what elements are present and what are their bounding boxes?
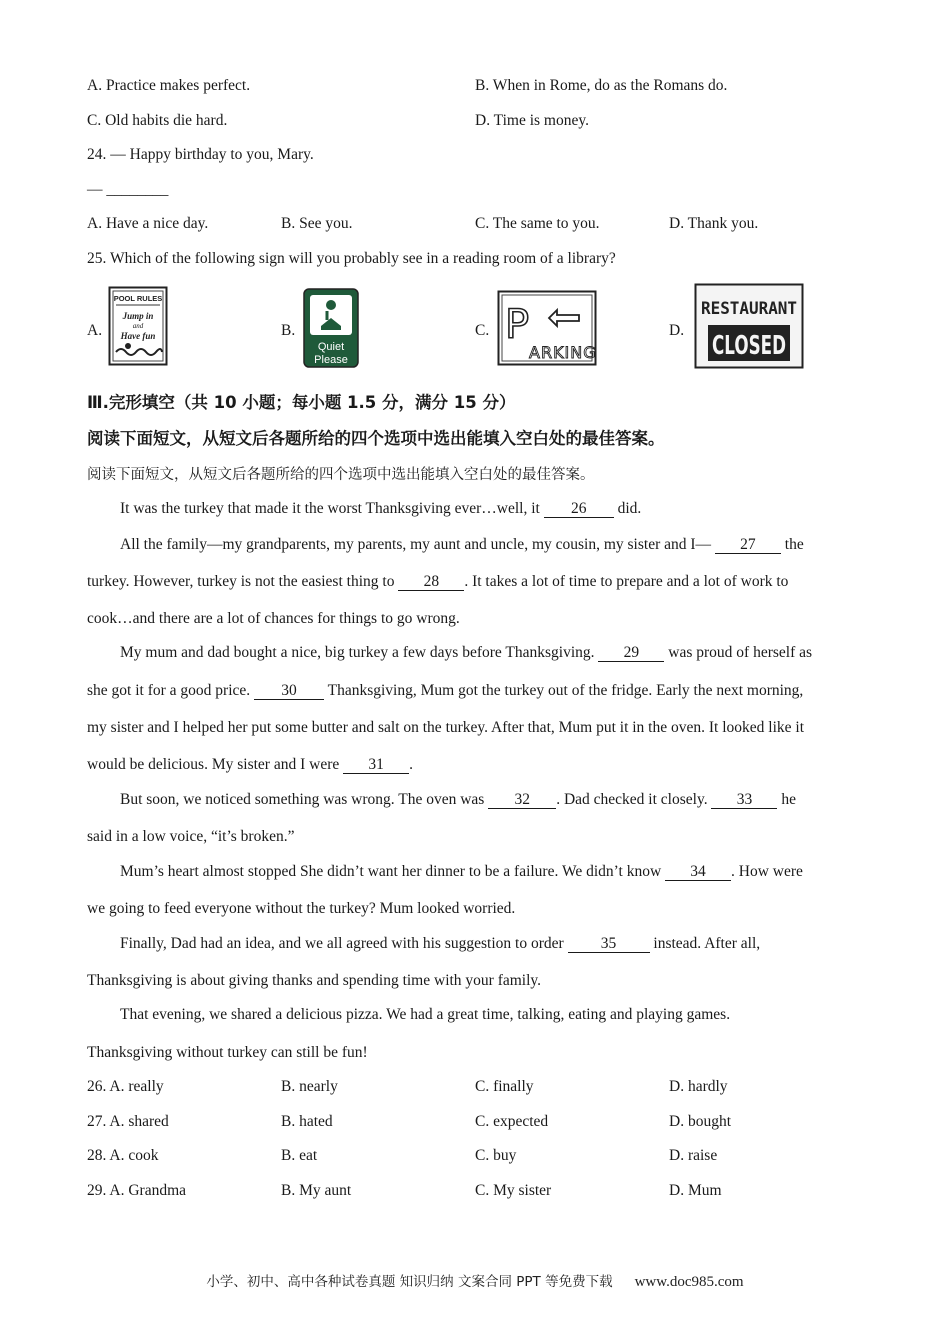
passage-text: . Dad checked it closely. bbox=[556, 791, 712, 808]
q26-option-d: D. hardly bbox=[669, 1078, 728, 1095]
sign-b-line1: Quiet bbox=[317, 341, 345, 353]
q24-option-d: D. Thank you. bbox=[669, 215, 759, 232]
blank-35: 35 bbox=[568, 936, 650, 953]
blank-30: 30 bbox=[254, 683, 324, 700]
passage-line: we going to feed everyone without the turkey? Mum looked worried. bbox=[87, 900, 516, 917]
passage-line bbox=[87, 572, 788, 592]
q28-option-c: C. buy bbox=[475, 1147, 517, 1164]
q27-option-d: D. bought bbox=[669, 1113, 731, 1130]
pool-rules-sign bbox=[108, 286, 168, 366]
swimmer-icon bbox=[125, 343, 131, 349]
q27-option-c: C. expected bbox=[475, 1113, 549, 1130]
sign-b-line2: Please bbox=[314, 354, 348, 366]
passage-line bbox=[120, 790, 796, 810]
blank-32: 32 bbox=[488, 792, 556, 809]
passage-text: Thanksgiving, Mum got the turkey out of the fridge. Early the next morning, bbox=[324, 682, 804, 699]
passage-text: It was the turkey that made it the worst Thanksgiving ever…well, it bbox=[120, 500, 544, 517]
passage-text: Mum’s heart almost stopped She didn’t want her dinner to be a failure. We didn’t know bbox=[120, 863, 666, 880]
footer-url[interactable]: www.doc985.com bbox=[634, 1274, 744, 1290]
sign-a-line3: Have fun bbox=[120, 331, 156, 341]
q24-option-a: A. Have a nice day. bbox=[87, 215, 209, 232]
passage-line bbox=[120, 535, 804, 555]
blank-27: 27 bbox=[715, 537, 781, 554]
passage-text: she got it for a good price. bbox=[87, 682, 255, 699]
sign-a-line1: Jump in bbox=[122, 311, 154, 321]
passage-line: said in a low voice, “it’s broken.” bbox=[87, 828, 295, 845]
passage-line: cook…and there are a lot of chances for things to go wrong. bbox=[87, 610, 460, 627]
passage-text: . It takes a lot of time to prepare and a lot of work to bbox=[464, 573, 789, 590]
blank-29: 29 bbox=[598, 645, 664, 662]
blank-31: 31 bbox=[343, 757, 409, 774]
q25-label-b: B. bbox=[281, 322, 296, 339]
passage-line bbox=[120, 862, 803, 882]
parking-sign bbox=[497, 290, 597, 366]
q24-stem: 24. — Happy birthday to you, Mary. bbox=[87, 146, 314, 163]
q29-option-d: D. Mum bbox=[669, 1182, 722, 1199]
passage-text: Finally, Dad had an idea, and we all agreed with his suggestion to order bbox=[120, 935, 568, 952]
passage-line bbox=[120, 643, 812, 663]
sign-a-title: POOL RULES bbox=[113, 294, 163, 303]
passage-text: instead. After all, bbox=[649, 935, 761, 952]
passage-text: did. bbox=[613, 500, 642, 517]
q25-label-d: D. bbox=[669, 322, 685, 339]
q23-option-c: C. Old habits die hard. bbox=[87, 112, 228, 129]
passage-line: Thanksgiving without turkey can still be fun! bbox=[87, 1044, 368, 1061]
q23-option-d: D. Time is money. bbox=[475, 112, 589, 129]
passage-line: Thanksgiving is about giving thanks and spending time with your family. bbox=[87, 972, 542, 989]
sign-a-line2: and bbox=[132, 322, 144, 330]
passage-line bbox=[120, 499, 641, 519]
q26-option-b: B. nearly bbox=[281, 1078, 338, 1095]
q29-option-c: C. My sister bbox=[475, 1182, 552, 1199]
q25-label-c: C. bbox=[475, 322, 490, 339]
q28-option-d: D. raise bbox=[669, 1147, 718, 1164]
quiet-please-sign bbox=[303, 288, 359, 368]
q25-stem: 25. Which of the following sign will you probably see in a reading room of a library? bbox=[87, 250, 616, 267]
section-instruction: 阅读下面短文，从短文后各题所给的四个选项中选出能填入空白处的最佳答案。 bbox=[87, 467, 595, 483]
passage-text: turkey. However, turkey is not the easiest thing to bbox=[87, 573, 399, 590]
q24-option-b: B. See you. bbox=[281, 215, 353, 232]
sign-d-closed: CLOSED bbox=[712, 331, 786, 361]
passage-text: was proud of herself as bbox=[664, 644, 813, 661]
blank-26: 26 bbox=[544, 501, 614, 518]
section-instruction-bold: 阅读下面短文，从短文后各题所给的四个选项中选出能填入空白处的最佳答案。 bbox=[87, 429, 665, 448]
passage-text: But soon, we noticed something was wrong. The oven was bbox=[120, 791, 489, 808]
sign-d-top: RESTAURANT bbox=[701, 299, 797, 319]
q23-option-a: A. Practice makes perfect. bbox=[87, 77, 251, 94]
q24-reply: — ________ bbox=[87, 181, 169, 198]
restaurant-closed-sign bbox=[694, 283, 804, 369]
passage-text: the bbox=[780, 536, 804, 553]
sign-c-big-p: P bbox=[505, 302, 530, 348]
q27-option-a: 27. A. shared bbox=[87, 1113, 169, 1130]
passage-text: would be delicious. My sister and I were bbox=[87, 756, 344, 773]
passage-text: . bbox=[409, 756, 413, 773]
passage-text: All the family—my grandparents, my parents, my aunt and uncle, my cousin, my sister and I— bbox=[120, 536, 715, 553]
page-footer bbox=[0, 1270, 950, 1291]
passage-line bbox=[87, 755, 413, 775]
passage-text: he bbox=[777, 791, 796, 808]
passage-line bbox=[120, 934, 760, 954]
passage-line: my sister and I helped her put some butter and salt on the turkey. After that, Mum put it in the oven. It looked like it bbox=[87, 719, 805, 736]
blank-33: 33 bbox=[711, 792, 777, 809]
passage-text: My mum and dad bought a nice, big turkey a few days before Thanksgiving. bbox=[120, 644, 599, 661]
q29-option-b: B. My aunt bbox=[281, 1182, 352, 1199]
person-reading-icon bbox=[326, 300, 336, 310]
q29-option-a: 29. A. Grandma bbox=[87, 1182, 187, 1199]
section-heading: Ⅲ.完形填空（共 10 小题；每小题 1.5 分，满分 15 分） bbox=[87, 393, 516, 412]
q26-option-c: C. finally bbox=[475, 1078, 534, 1095]
q24-option-c: C. The same to you. bbox=[475, 215, 600, 232]
passage-line: That evening, we shared a delicious pizza. We had a great time, talking, eating and playing games. bbox=[120, 1006, 731, 1023]
q25-label-a: A. bbox=[87, 322, 103, 339]
q26-option-a: 26. A. really bbox=[87, 1078, 164, 1095]
q27-option-b: B. hated bbox=[281, 1113, 333, 1130]
sign-c-word: ARKING bbox=[529, 343, 597, 362]
blank-34: 34 bbox=[665, 864, 731, 881]
q28-option-a: 28. A. cook bbox=[87, 1147, 159, 1164]
blank-28: 28 bbox=[398, 574, 464, 591]
passage-text: . How were bbox=[731, 863, 803, 880]
footer-text: 小学、初中、高中各种试卷真题 知识归纳 文案合同 PPT 等免费下载 bbox=[206, 1274, 613, 1290]
q23-option-b: B. When in Rome, do as the Romans do. bbox=[475, 77, 728, 94]
q28-option-b: B. eat bbox=[281, 1147, 318, 1164]
passage-line bbox=[87, 681, 803, 701]
